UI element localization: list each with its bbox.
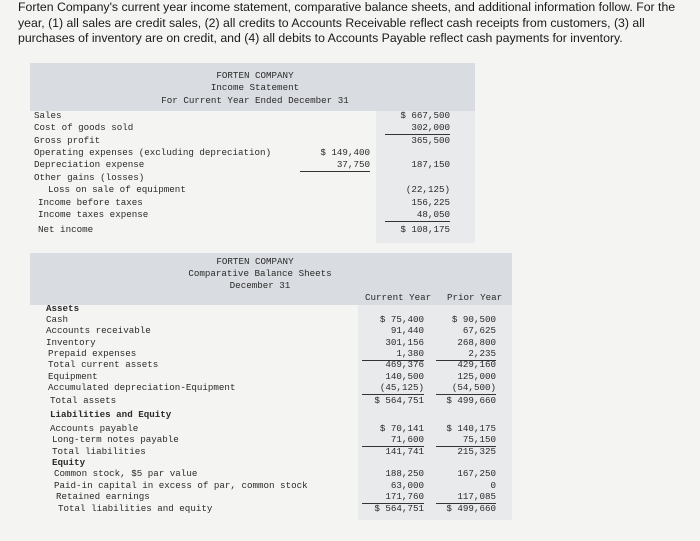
bs-row-label: Total current assets: [48, 359, 159, 370]
is-row-label: Loss on sale of equipment: [48, 184, 186, 195]
bs-row-label: Assets: [46, 303, 80, 314]
bs-row-prior: (54,500): [436, 382, 496, 395]
bs-row-label: Equity: [52, 457, 86, 468]
bs-row-prior: 75,150: [436, 434, 496, 447]
bs-row-current: $ 564,751: [374, 503, 424, 514]
bs-row-current: 301,156: [385, 337, 424, 348]
bs-row-prior: 117,085: [436, 491, 496, 504]
bs-row-label: Liabilities and Equity: [50, 409, 172, 420]
bs-row-current: 469,376: [385, 359, 424, 370]
bs-row-prior: $ 90,500: [451, 314, 496, 325]
bs-col-current: Current Year: [365, 292, 432, 303]
bs-row-prior: 268,800: [457, 337, 496, 348]
bs-row-current: $ 70,141: [379, 423, 424, 434]
is-row-label: Other gains (losses): [34, 172, 145, 183]
bs-row-label: Prepaid expenses: [48, 348, 137, 359]
is-row-label: Income before taxes: [38, 197, 143, 208]
is-row-label: Cost of goods sold: [34, 122, 134, 133]
is-row-label: Operating expenses (excluding depreciation): [34, 147, 272, 158]
is-row-label: Sales: [34, 110, 62, 121]
is-title: Income Statement: [210, 82, 300, 93]
is-row-amount: $ 108,175: [400, 224, 450, 235]
bs-row-current: 91,440: [390, 325, 424, 336]
is-row-amount: 48,050: [385, 209, 450, 222]
bs-row-current: $ 75,400: [379, 314, 424, 325]
bs-row-label: Accounts receivable: [46, 325, 151, 336]
bs-row-prior: $ 499,660: [446, 503, 496, 514]
bs-row-current: 63,000: [390, 480, 424, 491]
bs-row-current: $ 564,751: [374, 395, 424, 406]
is-row-amount: 187,150: [411, 159, 450, 170]
bs-company: FORTEN COMPANY: [216, 256, 294, 267]
bs-row-current: 141,741: [385, 446, 424, 457]
bs-row-label: Accumulated depreciation-Equipment: [48, 382, 236, 393]
bs-row-prior: 167,250: [457, 468, 496, 479]
is-period: For Current Year Ended December 31: [161, 95, 349, 106]
bs-row-label: Accounts payable: [50, 423, 139, 434]
bs-row-label: Total liabilities: [52, 446, 146, 457]
is-row-amount-inner: $ 149,400: [320, 147, 370, 158]
is-row-amount: $ 667,500: [400, 110, 450, 121]
bs-row-prior: 125,000: [457, 371, 496, 382]
bs-row-label: Long-term notes payable: [52, 434, 179, 445]
bs-row-prior: 67,625: [462, 325, 496, 336]
bs-row-prior: $ 140,175: [446, 423, 496, 434]
bs-row-label: Paid-in capital in excess of par, common stock: [54, 480, 308, 491]
bs-row-prior: 2,235: [436, 348, 496, 361]
bs-row-label: Inventory: [46, 337, 96, 348]
bs-row-label: Equipment: [48, 371, 98, 382]
is-row-label: Gross profit: [34, 135, 101, 146]
bs-row-current: 1,380: [362, 348, 424, 361]
is-row-amount-inner: 37,750: [300, 159, 370, 172]
is-row-amount: 156,225: [411, 197, 450, 208]
is-row-amount: 365,500: [411, 135, 450, 146]
bs-row-prior: $ 499,660: [446, 395, 496, 406]
bs-col-prior: Prior Year: [447, 292, 503, 303]
is-row-amount: (22,125): [405, 184, 450, 195]
is-row-label: Depreciation expense: [34, 159, 145, 170]
is-company: FORTEN COMPANY: [216, 70, 294, 81]
bs-row-label: Total liabilities and equity: [58, 503, 213, 514]
bs-row-label: Total assets: [50, 395, 117, 406]
bs-row-label: Common stock, $5 par value: [54, 468, 198, 479]
bs-row-prior: 429,160: [457, 359, 496, 370]
bs-row-current: 171,760: [362, 491, 424, 504]
bs-row-label: Cash: [46, 314, 69, 325]
bs-title: Comparative Balance Sheets: [188, 268, 332, 279]
bs-row-label: Retained earnings: [56, 491, 150, 502]
bs-row-current: 71,600: [362, 434, 424, 447]
is-row-amount: 302,000: [385, 122, 450, 135]
bs-row-current: 140,500: [385, 371, 424, 382]
bs-row-current: (45,125): [362, 382, 424, 395]
is-row-label: Income taxes expense: [38, 209, 149, 220]
bs-row-current: 188,250: [385, 468, 424, 479]
bs-row-prior: 0: [490, 480, 496, 491]
bs-date: December 31: [229, 280, 291, 291]
bs-row-prior: 215,325: [457, 446, 496, 457]
is-row-label: Net income: [38, 224, 94, 235]
intro-paragraph: Forten Company's current year income statement, comparative balance sheets, and additional information follow. For the year, (1) all sales are credit sales, (2) all credits to Accounts Receivable reflect cash receipts from customers, (3) all purchases of inventory are on credit, and (4) all debits to Accounts Payable reflect cash payments for inventory.: [18, 0, 676, 46]
